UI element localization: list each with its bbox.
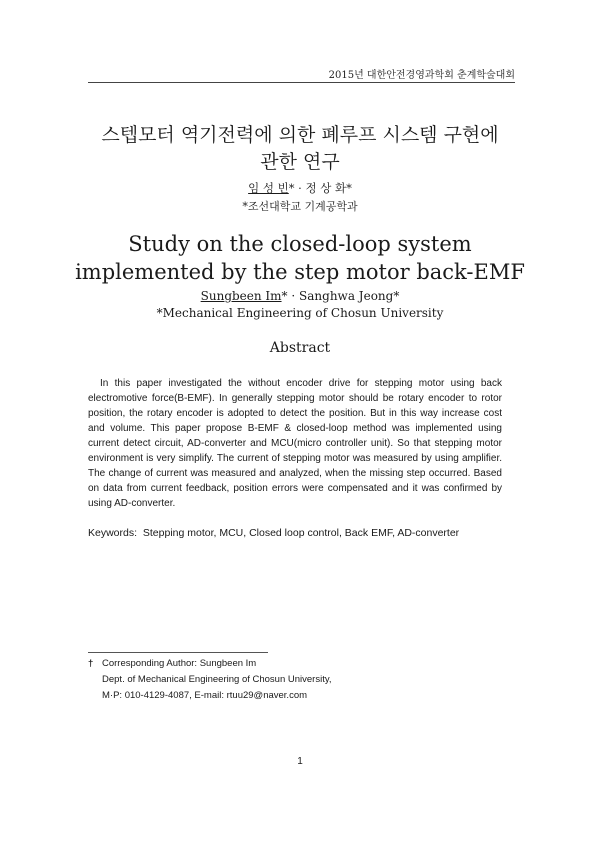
english-author2: Sanghwa Jeong	[299, 289, 394, 303]
english-author1: Sungbeen Im	[200, 289, 282, 303]
english-authors	[60, 289, 540, 303]
dagger-mark: †	[88, 658, 94, 669]
korean-authors	[60, 180, 540, 196]
keywords-label: Keywords:	[88, 527, 138, 539]
corresponding-author: Corresponding Author: Sungbeen Im	[102, 658, 257, 669]
korean-author2: 정 상 화	[305, 181, 347, 195]
footnote-line3: M·P: 010-4129-4087, E-mail: rtuu29@naver.com	[102, 690, 308, 701]
conference-header: 2015년 대한안전경영과학회 춘계학술대회	[328, 70, 515, 81]
abstract-heading: Abstract	[269, 340, 331, 356]
english-title-line1: Study on the closed-loop system	[128, 232, 472, 256]
english-author2-mark: *	[393, 289, 400, 303]
english-title	[60, 230, 540, 286]
english-affiliation: *Mechanical Engineering of Chosun University	[156, 306, 444, 320]
header-rule	[88, 82, 515, 83]
footnote-line2: Dept. of Mechanical Engineering of Chosun University,	[102, 674, 332, 685]
footnote-rule	[88, 652, 268, 653]
page-number: 1	[297, 756, 303, 767]
english-author1-mark: *	[281, 289, 288, 303]
korean-title-line2: 관한 연구	[260, 151, 340, 173]
english-author-separator: ·	[291, 289, 296, 303]
abstract-body	[88, 376, 502, 511]
korean-affiliation: *조선대학교 기계공학과	[242, 200, 358, 213]
korean-title-line1: 스텝모터 역기전력에 의한 폐루프 시스템 구현에	[101, 124, 499, 146]
keywords	[88, 525, 502, 541]
korean-author1-mark: *	[288, 181, 295, 195]
korean-author-separator: ·	[298, 181, 302, 195]
footnote	[88, 656, 508, 704]
korean-title	[60, 122, 540, 176]
keywords-list: Stepping motor, MCU, Closed loop control, Back EMF, AD-converter	[142, 527, 460, 539]
abstract-text: In this paper investigated the without encoder drive for stepping motor using back electromotive force(B-EMF). In generally stepping motor should be rotary encoder to rotor position, the rotary encoder is adopted to detect the position. But in this way increase cost and volume. This paper propose B-EMF & closed-loop method was implemented using current detect circuit, AD-converter and MCU(micro controller unit). So that stepping motor environment is very simplify. The current of stepping motor was measured by using amplifier. The change of current was measured and analyzed, when the missing step occurred. Based on data from current feedback, position errors were compensated and it was confirmed by using AD-converter.	[88, 378, 502, 509]
korean-author2-mark: *	[346, 181, 352, 195]
english-title-line2: implemented by the step motor back-EMF	[75, 260, 525, 284]
korean-author1: 임 성 빈	[248, 181, 289, 195]
footnote-line1	[88, 656, 508, 672]
